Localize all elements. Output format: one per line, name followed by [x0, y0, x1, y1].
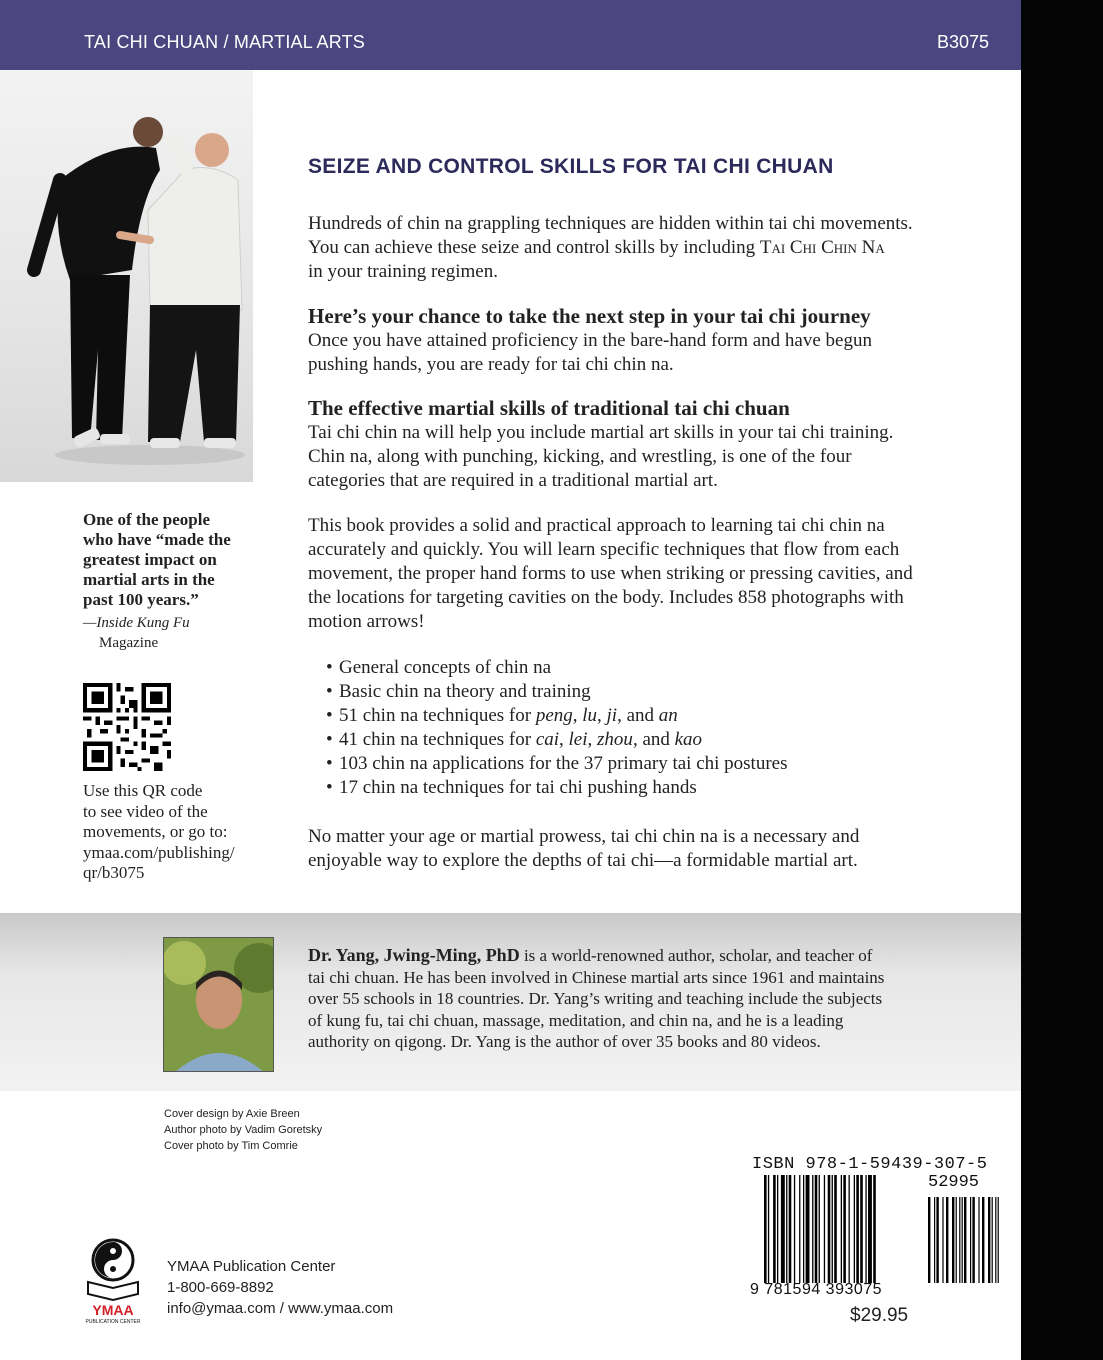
barcode-digits: 9 781594 393075 — [750, 1281, 883, 1298]
section-line: motion arrows! — [308, 611, 425, 632]
quote-source: —Inside Kung Fu — [83, 615, 190, 631]
section-line: Chin na, along with punching, kicking, and wrestling, is one of the four — [308, 446, 852, 467]
price: $29.95 — [850, 1305, 909, 1326]
section-line: categories that are required in a traditional martial art. — [308, 470, 718, 491]
barcode-icon — [764, 1175, 1000, 1283]
bio-text: is a world-renowned author, scholar, and teacher of — [519, 946, 873, 965]
qr-note-line: Use this QR code — [83, 781, 203, 800]
publisher-info — [167, 1256, 393, 1319]
author-bio — [308, 945, 948, 1053]
qr-instructions — [83, 781, 263, 884]
list-item: • 17 chin na techniques for tai chi pushing hands — [326, 776, 788, 800]
author-name: Dr. Yang, Jwing-Ming, PhD — [308, 945, 520, 965]
section-line: the locations for targeting cavities on the body. Includes 858 photographs with — [308, 587, 904, 608]
quote-source-line2: Magazine — [99, 635, 159, 651]
bio-line: authority on qigong. Dr. Yang is the author of over 35 books and 80 videos. — [308, 1032, 821, 1051]
closing-line: enjoyable way to explore the depths of tai chi—a formidable martial art. — [308, 850, 858, 871]
section-line: pushing hands, you are ready for tai chi chin na. — [308, 354, 674, 375]
list-item: • 41 chin na techniques for cai, lei, zhou, and kao — [326, 728, 788, 752]
qr-link[interactable]: qr/b3075 — [83, 863, 145, 882]
category-label: TAI CHI CHUAN / MARTIAL ARTS — [84, 32, 365, 52]
list-item: • 51 chin na techniques for peng, lu, ji, and an — [326, 704, 788, 728]
bio-line: tai chi chuan. He has been involved in Chinese martial arts since 1961 and maintains — [308, 967, 885, 987]
page-edge — [1021, 0, 1103, 1360]
intro-line: Hundreds of chin na grappling techniques are hidden within tai chi movements. — [308, 213, 913, 234]
section-heading: The effective martial skills of traditional tai chi chuan — [308, 396, 790, 420]
qr-link[interactable]: ymaa.com/publishing/ — [83, 842, 235, 862]
bio-line: over 55 schools in 18 countries. Dr. Yang’s writing and teaching include the subjects — [308, 989, 883, 1008]
credit-line: Cover design by Axie Breen — [164, 1108, 300, 1120]
section-next-step — [308, 304, 988, 377]
bio-line — [308, 945, 948, 967]
section-martial-skills — [308, 396, 988, 493]
section-book-description — [308, 514, 988, 634]
page-headline: SEIZE AND CONTROL SKILLS FOR TAI CHI CHUAN — [308, 155, 834, 178]
quote-line: martial arts in the — [83, 570, 215, 589]
intro-paragraph — [308, 212, 988, 284]
section-line: accurately and quickly. You will learn specific techniques that flow from each — [308, 539, 900, 560]
list-item: • General concepts of chin na — [326, 656, 788, 680]
quote-line: past 100 years.” — [83, 590, 199, 609]
publisher-phone[interactable]: 1-800-669-8892 — [167, 1279, 274, 1296]
feature-list — [326, 656, 788, 800]
credit-line: Cover photo by Tim Comrie — [164, 1140, 298, 1152]
qr-note-line: to see video of the — [83, 801, 208, 821]
closing-line: No matter your age or martial prowess, tai chi chin na is a necessary and — [308, 826, 860, 847]
closing-paragraph — [308, 825, 988, 873]
intro-line: in your training regimen. — [308, 261, 498, 282]
isbn-label: ISBN 978-1-59439-307-5 — [752, 1155, 988, 1174]
cover-photo-martial-artists — [0, 70, 253, 482]
section-heading: Here’s your chance to take the next step in your tai chi journey — [308, 304, 871, 328]
cover-credits — [164, 1106, 322, 1154]
intro-text: You can achieve these seize and control skills by including — [308, 237, 760, 258]
section-line: Tai chi chin na will help you include martial art skills in your tai chi training. — [308, 422, 894, 443]
section-line: This book provides a solid and practical approach to learning tai chi chin na — [308, 515, 885, 536]
quote-line: One of the people — [83, 510, 211, 529]
logo-subtext: PUBLICATION CENTER — [85, 1319, 141, 1324]
price-code: 52995 — [928, 1173, 980, 1192]
qr-note-line: movements, or go to: — [83, 822, 228, 841]
quote-line: greatest impact on — [83, 550, 217, 569]
list-item: • Basic chin na theory and training — [326, 680, 788, 704]
publisher-contact[interactable]: info@ymaa.com / www.ymaa.com — [167, 1300, 394, 1317]
intro-line — [308, 236, 988, 260]
publisher-name: YMAA Publication Center — [167, 1258, 336, 1275]
section-line: Once you have attained proficiency in the bare-hand form and have begun — [308, 330, 872, 351]
ymaa-logo-icon — [82, 1238, 144, 1324]
logo-text: YMAA — [92, 1302, 134, 1318]
quote-line: who have “made the — [83, 530, 231, 549]
author-photo — [163, 937, 274, 1072]
credit-line: Author photo by Vadim Goretsky — [164, 1124, 323, 1136]
category-bar — [0, 0, 1021, 70]
qr-code-icon[interactable] — [83, 683, 171, 771]
section-line: movement, the proper hand forms to use when striking or pressing cavities, and — [308, 563, 913, 584]
bio-line: of kung fu, tai chi chuan, massage, meditation, and chin na, and he is a leading — [308, 1010, 844, 1030]
book-title: Tai Chi Chin Na — [759, 237, 885, 258]
list-item: • 103 chin na applications for the 37 primary tai chi postures — [326, 752, 788, 776]
book-code: B3075 — [936, 32, 989, 52]
testimonial-quote — [83, 510, 253, 653]
